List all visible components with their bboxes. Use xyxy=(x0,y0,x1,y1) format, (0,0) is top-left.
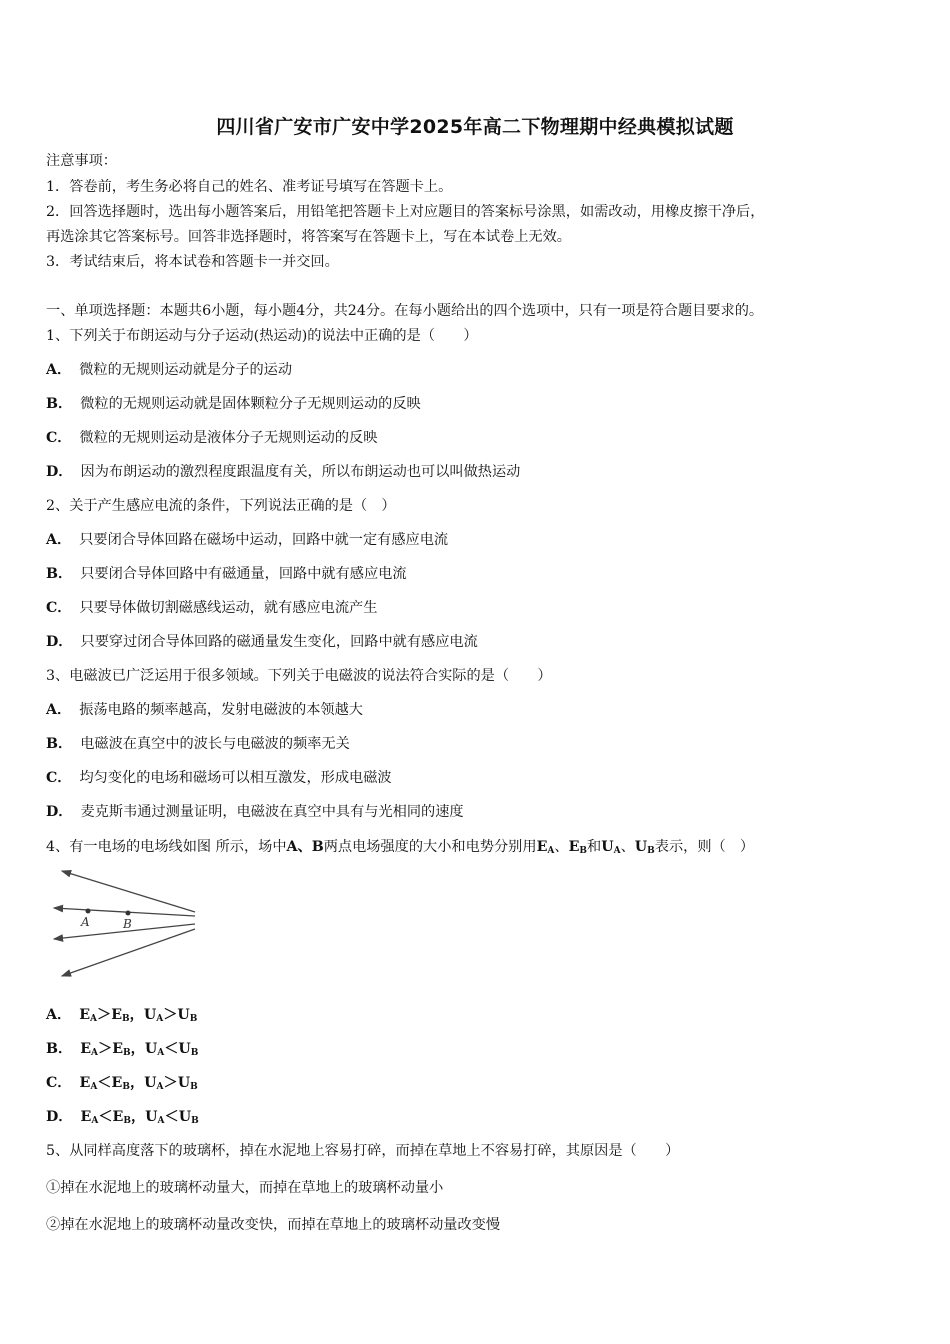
option-text: 只要导体做切割磁感线运动，就有感应电流产生 xyxy=(79,600,378,616)
answer-option xyxy=(46,735,350,753)
option-text: 微粒的无规则运动是液体分子无规则运动的反映 xyxy=(79,430,378,446)
notice-item: 3．考试结束后，将本试卷和答题卡一并交回。 xyxy=(46,254,339,270)
option-text: 均匀变化的电场和磁场可以相互激发，形成电磁波 xyxy=(79,770,392,786)
option-text: 微粒的无规则运动就是固体颗粒分子无规则运动的反映 xyxy=(80,396,421,412)
option-text: 微粒的无规则运动就是分子的运动 xyxy=(79,362,293,378)
option-letter: A． xyxy=(46,702,72,718)
answer-option xyxy=(46,565,407,583)
question-stem: 3、电磁波已广泛运用于很多领域。下列关于电磁波的说法符合实际的是（ ） xyxy=(46,668,552,684)
question-stem: 2、关于产生感应电流的条件，下列说法正确的是（ ） xyxy=(46,498,396,514)
option-text: 只要穿过闭合导体回路的磁通量发生变化，回路中就有感应电流 xyxy=(80,634,478,650)
answer-option xyxy=(46,531,448,549)
statement-item: ②掉在水泥地上的玻璃杯动量改变快，而掉在草地上的玻璃杯动量改变慢 xyxy=(46,1217,501,1233)
field-line xyxy=(62,871,195,912)
option-text: 麦克斯韦通过测量证明，电磁波在真空中具有与光相同的速度 xyxy=(80,804,464,820)
option-letter: C． xyxy=(46,770,72,786)
option-text: 只要闭合导体回路在磁场中运动，回路中就一定有感应电流 xyxy=(79,532,449,548)
answer-option xyxy=(46,395,421,413)
option-letter: B． xyxy=(46,396,73,412)
electric-field-lines-diagram xyxy=(48,866,198,981)
statement-item: ①掉在水泥地上的玻璃杯动量大，而掉在草地上的玻璃杯动量小 xyxy=(46,1180,444,1196)
option-text: 振荡电路的频率越高，发射电磁波的本领越大 xyxy=(79,702,363,718)
notice-item: 再选涂其它答案标号。回答非选择题时，将答案写在答题卡上，写在本试卷上无效。 xyxy=(46,229,571,245)
answer-option xyxy=(46,361,292,379)
option-letter: D． xyxy=(46,634,73,650)
option-letter: B． xyxy=(46,736,73,752)
point-a-label: A xyxy=(81,915,90,929)
answer-option xyxy=(46,769,392,787)
answer-option xyxy=(46,463,520,481)
notice-heading: 注意事项： xyxy=(46,153,117,169)
question-stem: 1、下列关于布朗运动与分子运动(热运动)的说法中正确的是（ ） xyxy=(46,328,478,344)
answer-option xyxy=(46,803,464,821)
answer-option: D． $E_A<E_B$，$U_A<U_B$ xyxy=(46,1109,199,1126)
question-stem: 4、有一电场的电场线如图 所示，场中A、B两点电场强度的大小和电势分别用$E_A$、$E_B$和$U_A$、$U_B$表示，则（ ） xyxy=(46,839,755,856)
option-text: 因为布朗运动的激烈程度跟温度有关，所以布朗运动也可以叫做热运动 xyxy=(80,464,521,480)
point-a xyxy=(86,909,91,914)
answer-option: C． $E_A<E_B$，$U_A>U_B$ xyxy=(46,1075,198,1092)
answer-option xyxy=(46,599,377,617)
point-b xyxy=(126,911,131,916)
option-text: 只要闭合导体回路中有磁通量，回路中就有感应电流 xyxy=(80,566,407,582)
option-letter: D． xyxy=(46,464,73,480)
option-letter: C． xyxy=(46,430,72,446)
answer-option xyxy=(46,633,478,651)
option-letter: A． xyxy=(46,362,72,378)
option-letter: C． xyxy=(46,600,72,616)
page-title: 四川省广安市广安中学2025年高二下物理期中经典模拟试题 xyxy=(216,116,734,138)
section-heading: 一、单项选择题：本题共6小题，每小题4分，共24分。在每小题给出的四个选项中，只有一项是符合题目要求的。 xyxy=(46,303,764,319)
option-letter: A． xyxy=(46,532,72,548)
option-letter: B． xyxy=(46,566,73,582)
option-text: 电磁波在真空中的波长与电磁波的频率无关 xyxy=(80,736,350,752)
answer-option xyxy=(46,429,377,447)
notice-item: 2．回答选择题时，选出每小题答案后，用铅笔把答题卡上对应题目的答案标号涂黑，如需改动，用橡皮擦干净后， xyxy=(46,204,765,220)
question-stem: 5、从同样高度落下的玻璃杯，掉在水泥地上容易打碎，而掉在草地上不容易打碎，其原因是（ ） xyxy=(46,1143,680,1159)
option-letter: D． xyxy=(46,804,73,820)
answer-option: B． $E_A>E_B$，$U_A<U_B$ xyxy=(46,1041,199,1058)
answer-option: A． $E_A>E_B$，$U_A>U_B$ xyxy=(46,1007,198,1024)
field-line xyxy=(54,908,195,916)
point-b-label: B xyxy=(123,917,132,931)
answer-option xyxy=(46,701,363,719)
notice-item: 1．答卷前，考生务必将自己的姓名、准考证号填写在答题卡上。 xyxy=(46,179,453,195)
